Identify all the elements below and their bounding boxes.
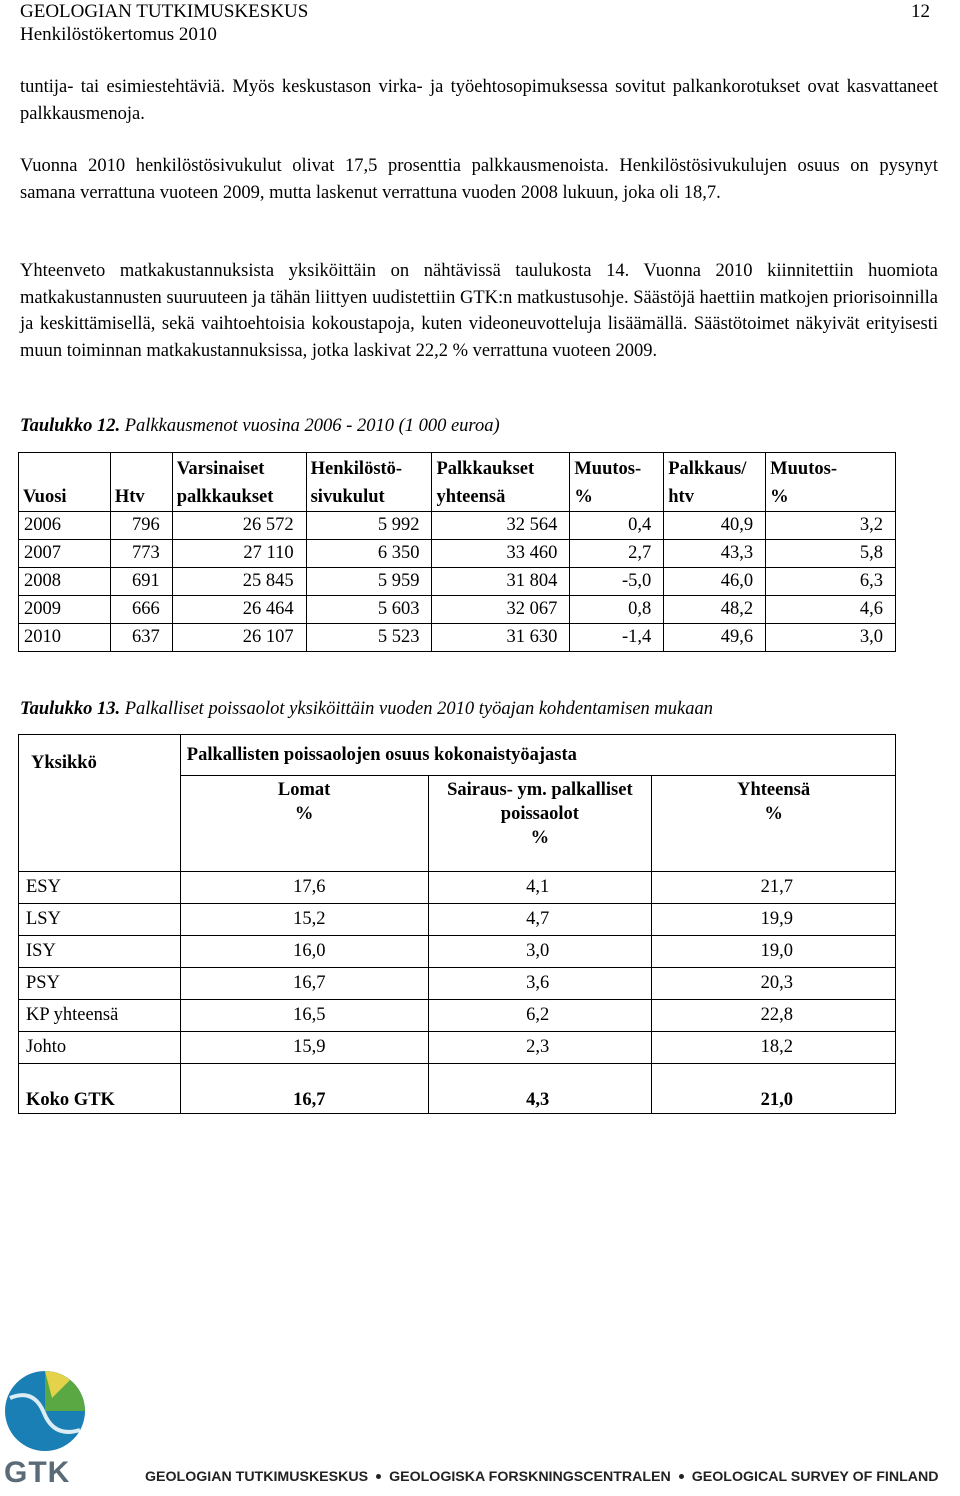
table-cell: Koko GTK [19, 1064, 181, 1114]
col-header-total: Yhteensä % [652, 776, 896, 872]
tagline-fi: GEOLOGIAN TUTKIMUSKESKUS [145, 1469, 369, 1485]
table-cell: 2,7 [570, 540, 664, 568]
table-cell: PSY [19, 968, 181, 1000]
table-cell: 773 [110, 540, 172, 568]
table13-group-header-row [19, 735, 896, 776]
table-row [19, 936, 896, 968]
table-cell: 3,0 [428, 936, 652, 968]
report-title: Henkilöstökertomus 2010 [20, 24, 217, 45]
table-row [19, 1032, 896, 1064]
table-cell: 15,2 [180, 904, 428, 936]
separator-dot-icon [376, 1474, 381, 1479]
table-row [19, 568, 896, 596]
page-footer [0, 1360, 960, 1496]
table-cell: 16,5 [180, 1000, 428, 1032]
table-total-row [19, 1064, 896, 1114]
col-header-change-pct: Muutos- % [570, 453, 664, 512]
table-cell: 19,0 [652, 936, 896, 968]
table-row [19, 872, 896, 904]
table-cell: ESY [19, 872, 181, 904]
paragraph-2: Vuonna 2010 henkilöstösivukulut olivat 17,5 prosenttia palkkausmenoista. Henkilöstösivukulujen osuus on pysynyt samana verrattuna vuoteen 2009, mutta laskenut verrattuna vuoden 2008 lukuun, joka oli 18,7. [20, 156, 938, 203]
table-cell: ISY [19, 936, 181, 968]
table-cell: 2008 [19, 568, 111, 596]
table-cell: 16,7 [180, 968, 428, 1000]
table-cell: 17,6 [180, 872, 428, 904]
table-cell: 20,3 [652, 968, 896, 1000]
table-cell: 0,8 [570, 596, 664, 624]
table-cell: 2007 [19, 540, 111, 568]
table-cell: 796 [110, 512, 172, 540]
table-cell: 46,0 [664, 568, 766, 596]
table-cell: 5,8 [766, 540, 896, 568]
table13-caption-label: Taulukko 13. [20, 699, 121, 719]
table-cell: 5 603 [306, 596, 432, 624]
table-cell: 27 110 [172, 540, 306, 568]
table13-caption-text: Palkalliset poissaolot yksiköittäin vuoden 2010 työajan kohdentamisen mukaan [120, 699, 714, 719]
table-cell: 0,4 [570, 512, 664, 540]
paragraph-3: Yhteenveto matkakustannuksista yksiköittäin on nähtävissä taulukosta 14. Vuonna 2010 kiinnitettiin huomiota matkakustannusten suuruuteen ja tähän liittyen uudistettiin GTK:n matkustusohje. Säästöjä haettiin matkojen priorisoinnilla ja keskittämisellä, sekä vaihtoehtoisia kokoustapoja, kuten videoneuvotteluja lisäämällä. Säästötoimet näkyivät erityisesti muun toiminnan matkakustannuksissa, jotka laskivat 22,2 % verrattuna vuoteen 2009. [20, 261, 938, 361]
tagline-en: GEOLOGICAL SURVEY OF FINLAND [691, 1469, 939, 1485]
table-cell: 666 [110, 596, 172, 624]
col-header-sick-leave: Sairaus- ym. palkalliset poissaolot % [428, 776, 652, 872]
table-row [19, 512, 896, 540]
col-header-holidays: Lomat % [180, 776, 428, 872]
page-header [20, 0, 940, 46]
salary-table [18, 452, 896, 652]
table-row [19, 596, 896, 624]
table-cell: 4,1 [428, 872, 652, 904]
table-cell: 2010 [19, 624, 111, 652]
table-cell: 19,9 [652, 904, 896, 936]
table-cell: 637 [110, 624, 172, 652]
table12-caption [20, 416, 500, 437]
paragraph-1: tuntija- tai esimiestehtäviä. Myös keskustason virka- ja työehtosopimuksessa sovitut palkankorotukset ovat kasvattaneet palkkausmenoja. [20, 77, 938, 124]
table-cell: 2009 [19, 596, 111, 624]
table-cell: 26 572 [172, 512, 306, 540]
page-number: 12 [911, 1, 930, 22]
table-cell: 33 460 [432, 540, 570, 568]
table-cell: 2006 [19, 512, 111, 540]
table-cell: 31 804 [432, 568, 570, 596]
col-header-salary-per-htv: Palkkaus/ htv [664, 453, 766, 512]
table-cell: 26 464 [172, 596, 306, 624]
table-cell: 16,7 [180, 1064, 428, 1114]
table-cell: 3,6 [428, 968, 652, 1000]
table-cell: 3,2 [766, 512, 896, 540]
table-cell: 691 [110, 568, 172, 596]
table-cell: 4,3 [428, 1064, 652, 1114]
table-cell: -1,4 [570, 624, 664, 652]
tagline-sv: GEOLOGISKA FORSKNINGSCENTRALEN [389, 1469, 671, 1485]
table-cell: 2,3 [428, 1032, 652, 1064]
table-cell: 3,0 [766, 624, 896, 652]
group-header-absences: Palkallisten poissaolojen osuus kokonaistyöajasta [180, 735, 895, 776]
table-cell: 6,3 [766, 568, 896, 596]
col-header-htv: Htv [110, 453, 172, 512]
table-cell: 48,2 [664, 596, 766, 624]
table-cell: 26 107 [172, 624, 306, 652]
table-cell: 25 845 [172, 568, 306, 596]
col-header-side-costs: Henkilöstö- sivukulut [306, 453, 432, 512]
col-header-unit: Yksikkö [19, 735, 181, 872]
table-cell: LSY [19, 904, 181, 936]
footer-tagline [145, 1469, 938, 1485]
col-header-base-salaries: Varsinaiset palkkaukset [172, 453, 306, 512]
table-cell: 4,6 [766, 596, 896, 624]
table-cell: Johto [19, 1032, 181, 1064]
table12-caption-text: Palkkausmenot vuosina 2006 - 2010 (1 000 euroa) [120, 416, 500, 436]
table-cell: KP yhteensä [19, 1000, 181, 1032]
table-cell: 6 350 [306, 540, 432, 568]
gtk-logo-text: GTK [4, 1456, 71, 1489]
table-cell: 5 992 [306, 512, 432, 540]
table-cell: 43,3 [664, 540, 766, 568]
table-row [19, 624, 896, 652]
table-row [19, 540, 896, 568]
table-cell: -5,0 [570, 568, 664, 596]
col-header-change-pct-2: Muutos- % [766, 453, 896, 512]
table-row [19, 904, 896, 936]
table-cell: 21,7 [652, 872, 896, 904]
table-cell: 40,9 [664, 512, 766, 540]
table-cell: 5 523 [306, 624, 432, 652]
table-row [19, 968, 896, 1000]
org-name: GEOLOGIAN TUTKIMUSKESKUS [20, 1, 309, 22]
table-cell: 49,6 [664, 624, 766, 652]
table-cell: 15,9 [180, 1032, 428, 1064]
table-cell: 16,0 [180, 936, 428, 968]
separator-dot-icon [679, 1474, 684, 1479]
table-cell: 6,2 [428, 1000, 652, 1032]
gtk-globe-logo-icon [4, 1368, 86, 1454]
table-cell: 32 564 [432, 512, 570, 540]
table12-caption-label: Taulukko 12. [20, 416, 121, 436]
table-row [19, 1000, 896, 1032]
table-cell: 22,8 [652, 1000, 896, 1032]
table-cell: 4,7 [428, 904, 652, 936]
table-cell: 21,0 [652, 1064, 896, 1114]
table-cell: 5 959 [306, 568, 432, 596]
col-header-year: Vuosi [19, 453, 111, 512]
table-cell: 32 067 [432, 596, 570, 624]
col-header-salaries-total: Palkkaukset yhteensä [432, 453, 570, 512]
table12-header-row [19, 453, 896, 512]
table-cell: 31 630 [432, 624, 570, 652]
table13-caption [20, 699, 713, 720]
table-cell: 18,2 [652, 1032, 896, 1064]
absence-table [18, 734, 896, 1114]
